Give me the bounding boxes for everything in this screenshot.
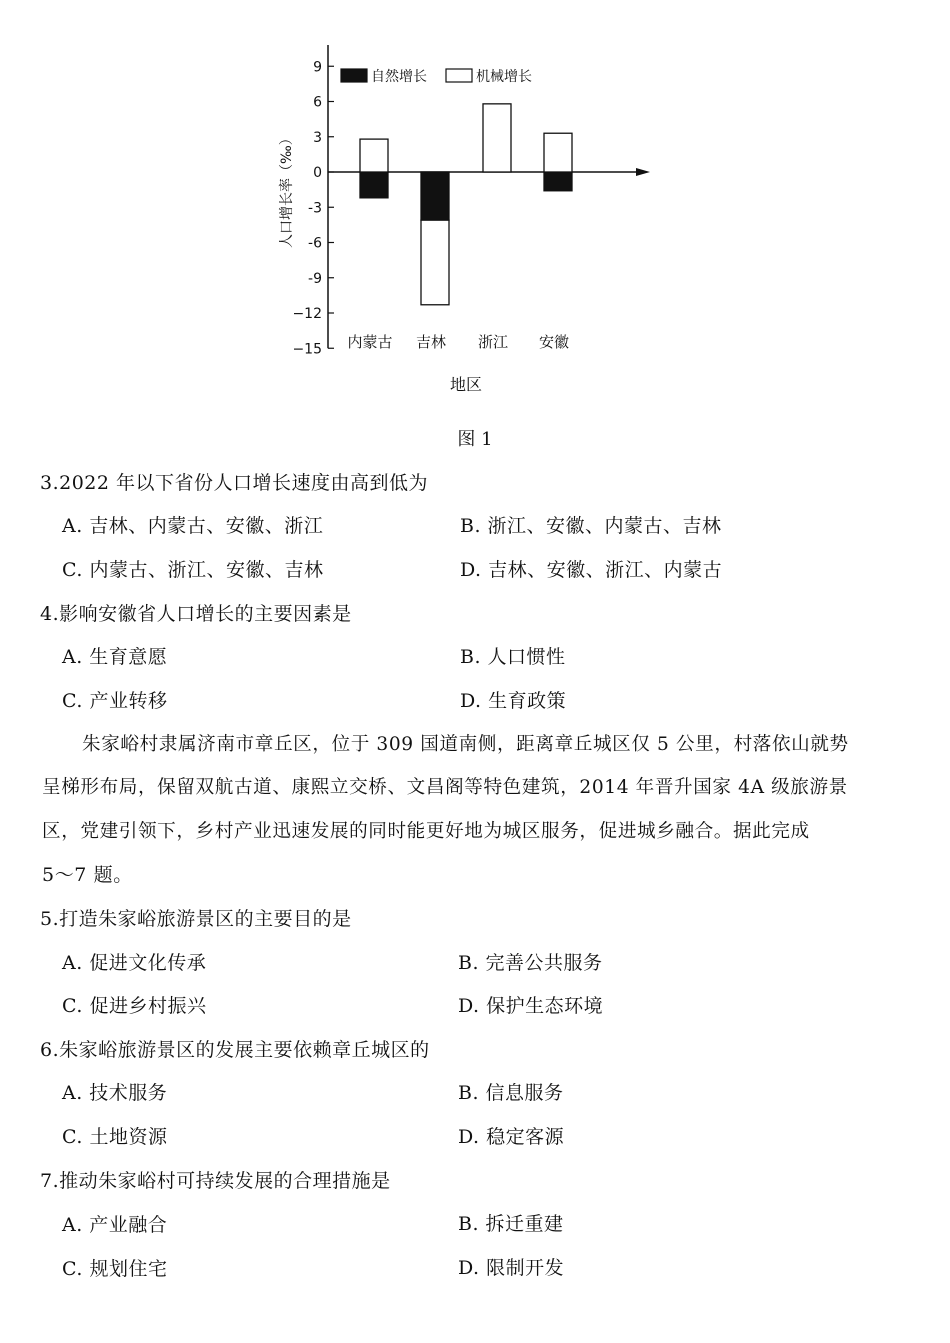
passage-line: 朱家峪村隶属济南市章丘区，位于 309 国道南侧，距离章丘城区仅 5 公里，村落依山就势	[82, 734, 849, 755]
y-tick-label: 3	[313, 129, 322, 146]
question-6-stem: 6.朱家峪旅游景区的发展主要依赖章丘城区的	[40, 1039, 430, 1061]
question-3-option-c: C. 内蒙古、浙江、安徽、吉林	[62, 559, 324, 581]
question-7-option-d: D. 限制开发	[458, 1257, 565, 1279]
question-5-stem: 5.打造朱家峪旅游景区的主要目的是	[40, 908, 352, 930]
question-5-option-c: C. 促进乡村振兴	[62, 995, 207, 1017]
question-7-option-a: A. 产业融合	[62, 1214, 168, 1236]
legend-label-mechanical: 机械增长	[476, 69, 532, 85]
question-5-option-d: D. 保护生态环境	[458, 995, 604, 1017]
passage-line: 呈梯形布局，保留双航古道、康熙立交桥、文昌阁等特色建筑，2014 年晋升国家 4A 级旅游景	[42, 777, 848, 798]
y-tick-label: 0	[313, 165, 322, 181]
question-4-option-a: A. 生育意愿	[62, 646, 168, 668]
question-3-option-d: D. 吉林、安徽、浙江、内蒙古	[460, 559, 723, 581]
bar-mechanical-growth	[360, 139, 388, 172]
question-5-option-b: B. 完善公共服务	[458, 952, 603, 974]
question-3-option-b: B. 浙江、安徽、内蒙古、吉林	[460, 515, 722, 537]
y-tick-label: -6	[308, 235, 322, 252]
bar-natural-growth	[544, 172, 572, 191]
legend-swatch-mechanical	[446, 69, 472, 82]
bar-mechanical-growth	[483, 104, 511, 172]
y-tick-label: -9	[308, 270, 322, 287]
question-6-option-d: D. 稳定客源	[458, 1126, 565, 1148]
population-growth-chart	[0, 0, 950, 420]
y-tick-label: 9	[313, 59, 322, 76]
question-7-stem: 7.推动朱家峪村可持续发展的合理措施是	[40, 1170, 391, 1192]
x-tick-label: 内蒙古	[347, 333, 393, 351]
question-6-option-b: B. 信息服务	[458, 1082, 564, 1104]
figure-caption: 图 1	[457, 429, 493, 450]
legend-label-natural: 自然增长	[371, 69, 427, 85]
x-tick-label: 安徽	[538, 333, 570, 351]
bar-natural-growth	[360, 172, 388, 198]
bar-mechanical-growth	[421, 220, 449, 305]
x-tick-label: 吉林	[415, 333, 447, 351]
question-5-option-a: A. 促进文化传承	[62, 952, 207, 974]
bar-mechanical-growth	[544, 133, 572, 172]
question-4-option-d: D. 生育政策	[460, 690, 567, 712]
x-axis-arrow	[636, 168, 650, 176]
question-3-option-a: A. 吉林、内蒙古、安徽、浙江	[62, 515, 324, 537]
question-7-option-b: B. 拆迁重建	[458, 1213, 564, 1235]
x-axis-label: 地区	[449, 375, 483, 394]
question-4-stem: 4.影响安徽省人口增长的主要因素是	[40, 603, 352, 625]
bar-natural-growth	[421, 172, 449, 220]
y-tick-label: -3	[308, 200, 322, 217]
y-tick-label: 6	[313, 94, 322, 111]
question-6-option-c: C. 土地资源	[62, 1126, 168, 1148]
passage-line: 5～7 题。	[42, 864, 133, 886]
y-tick-label: −12	[292, 306, 322, 322]
question-4-option-b: B. 人口惯性	[460, 646, 566, 668]
passage-line: 区，党建引领下，乡村产业迅速发展的同时能更好地为城区服务，促进城乡融合。据此完成	[42, 821, 810, 842]
question-3-stem: 3.2022 年以下省份人口增长速度由高到低为	[40, 472, 429, 494]
legend-swatch-natural	[341, 69, 367, 82]
y-tick-label: −15	[292, 341, 322, 358]
x-tick-label: 浙江	[477, 333, 509, 351]
question-4-option-c: C. 产业转移	[62, 690, 168, 712]
question-7-option-c: C. 规划住宅	[62, 1258, 168, 1280]
question-6-option-a: A. 技术服务	[62, 1082, 168, 1104]
y-axis-label: 人口增长率（‰）	[279, 131, 295, 249]
